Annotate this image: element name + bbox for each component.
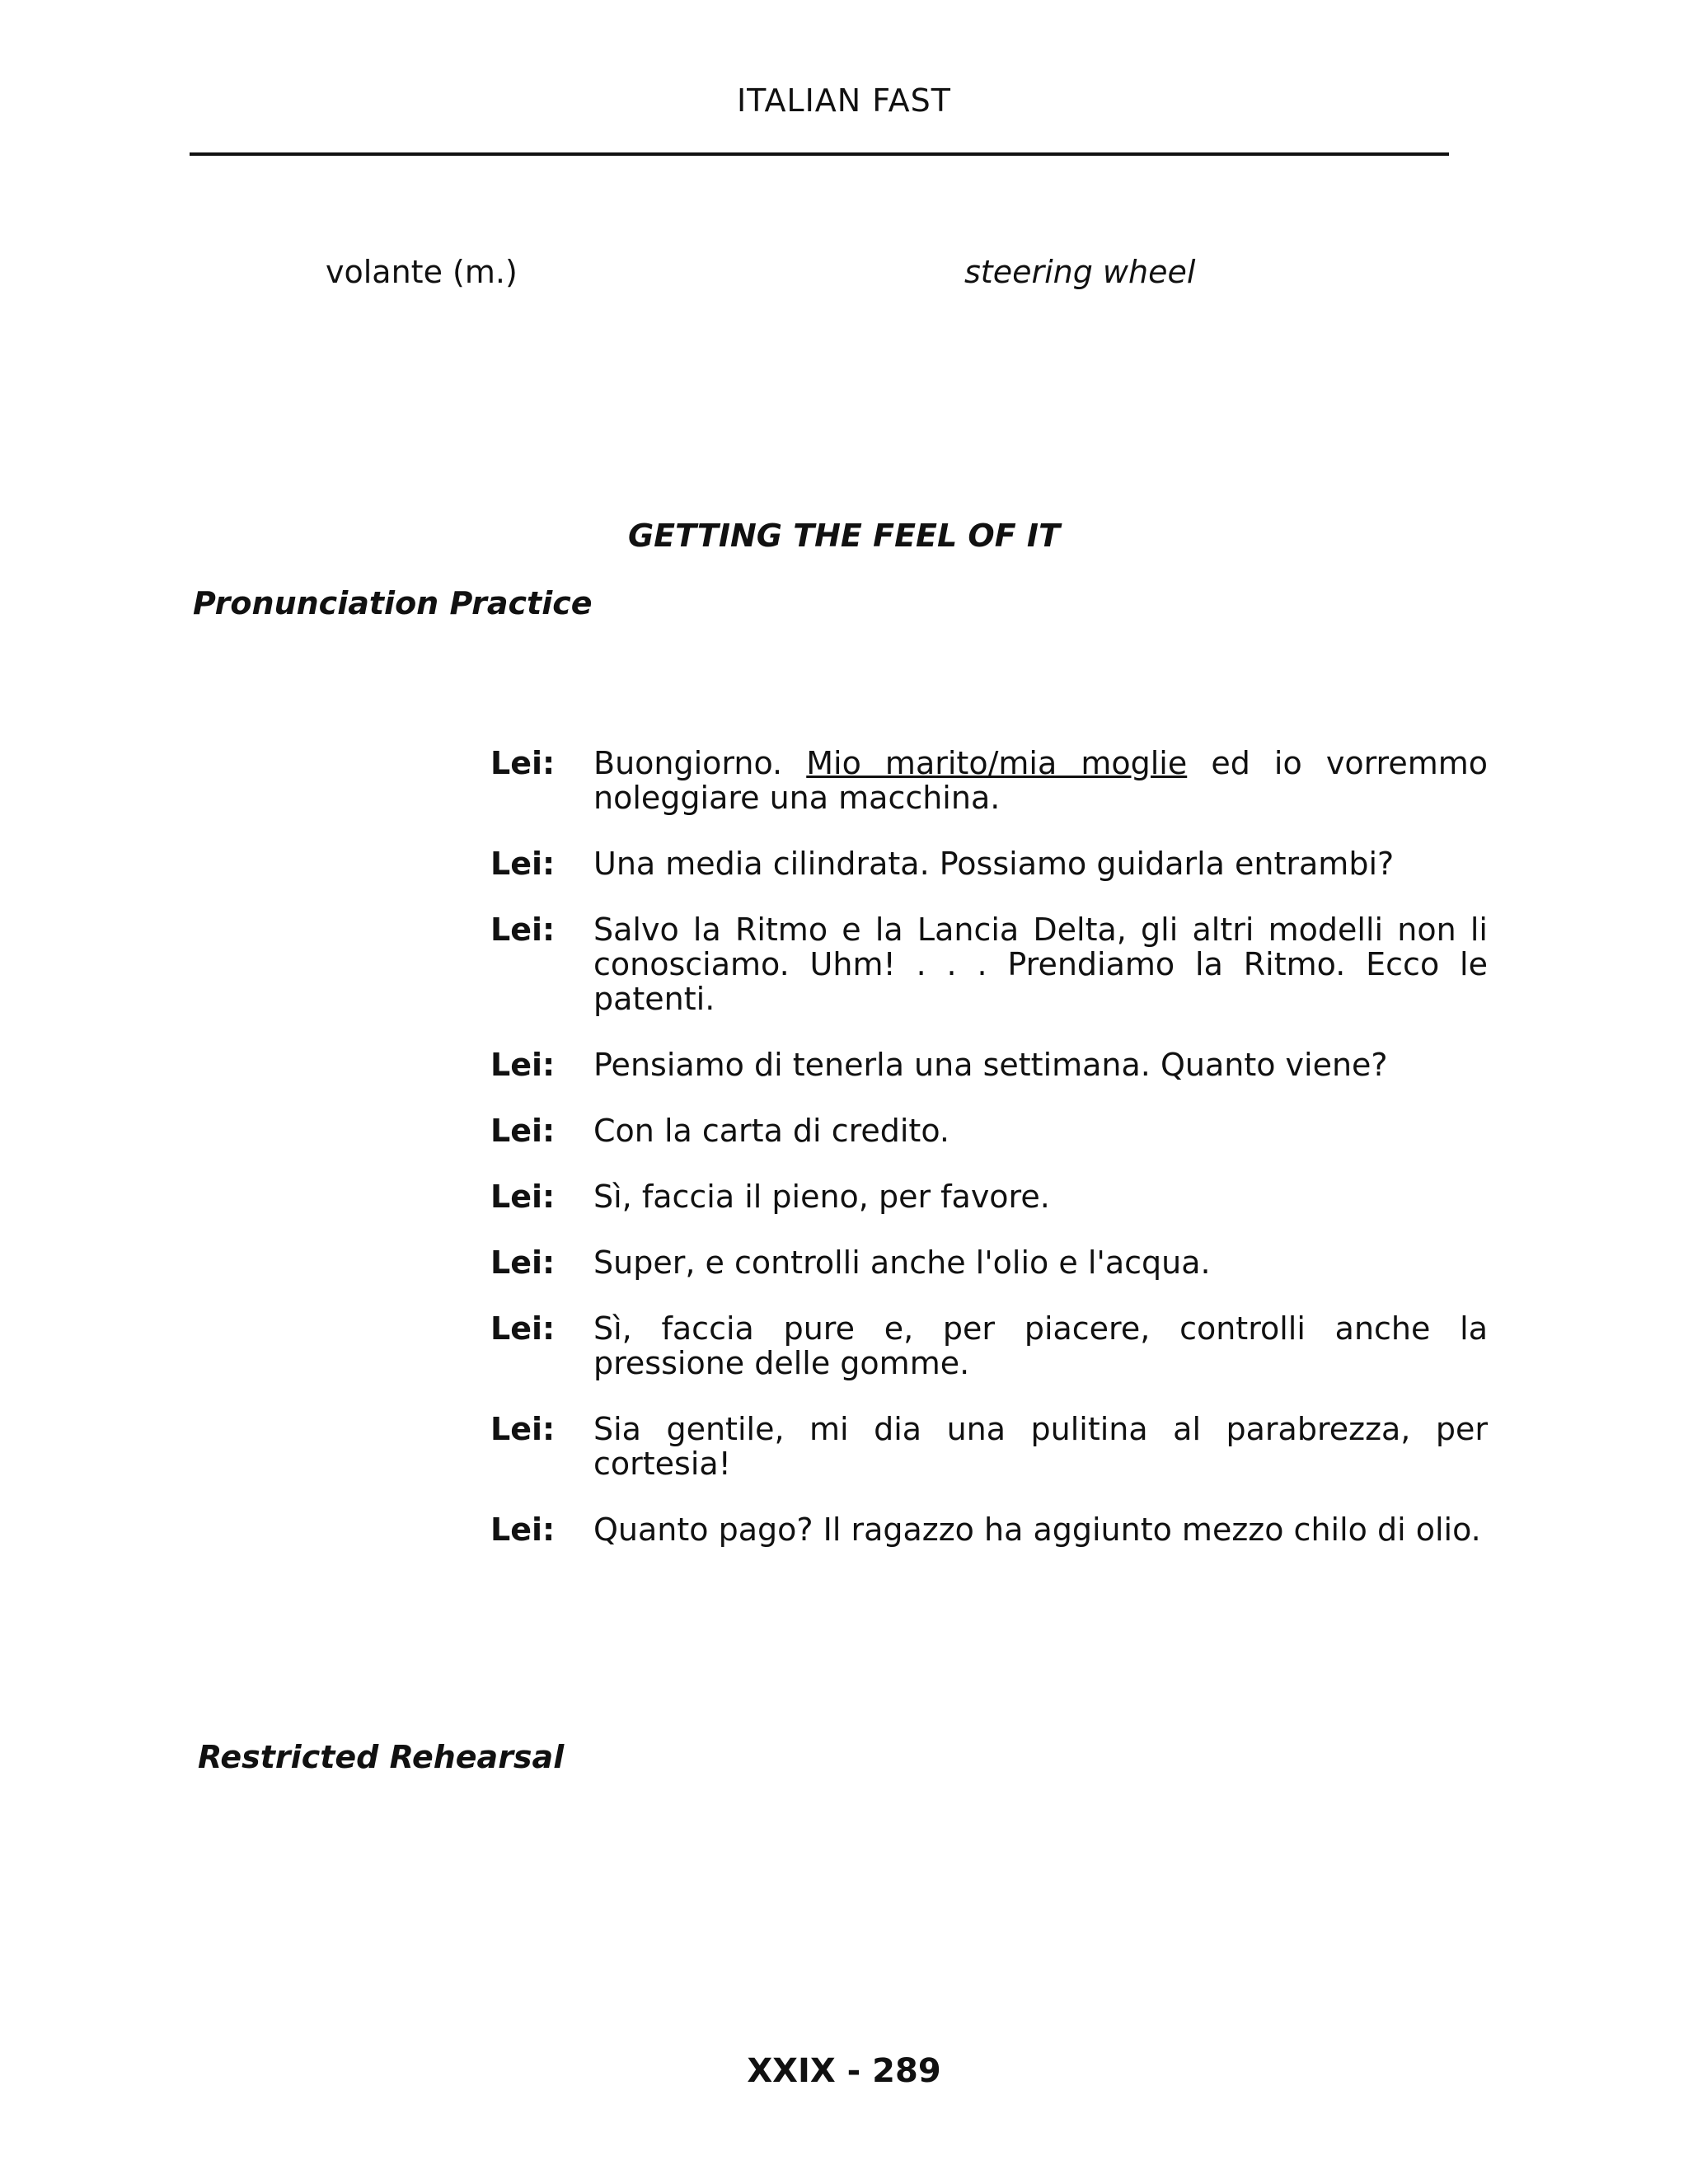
speech-text: Quanto pago? Il ragazzo ha aggiunto mezzo chilo di olio. — [593, 1511, 1481, 1548]
dialogue-line — [490, 1311, 1488, 1380]
speech-text: Sia gentile, mi dia una pulitina al parabrezza, per cortesia! — [593, 1411, 1488, 1482]
pronunciation-practice-heading: Pronunciation Practice — [193, 585, 593, 621]
speech-text — [593, 746, 1488, 815]
speaker-label: Lei: — [490, 745, 556, 781]
vocab-term: volante (m.) — [326, 254, 518, 290]
dialogue-line — [490, 846, 1488, 881]
vocab-gloss: steering wheel — [964, 254, 1196, 290]
restricted-rehearsal-heading: Restricted Rehearsal — [198, 1739, 565, 1775]
speech-lead: Buongiorno. — [593, 745, 807, 781]
speaker-label: Lei: — [490, 1511, 556, 1548]
dialogue-line — [490, 1512, 1488, 1547]
page-number: XXIX - 289 — [747, 2052, 941, 2090]
dialogue-line — [490, 1412, 1488, 1481]
speech-text: Salvo la Ritmo e la Lancia Delta, gli altri modelli non li conosciamo. Uhm! . . . Prendiamo la Ritmo. Ecco le patenti. — [593, 912, 1488, 1017]
speech-text: Sì, faccia pure e, per piacere, controlli anche la pressione delle gomme. — [593, 1310, 1488, 1381]
speech-text: Con la carta di credito. — [593, 1113, 950, 1149]
speaker-label: Lei: — [490, 1179, 556, 1215]
header-rule — [190, 152, 1449, 156]
speaker-label: Lei: — [490, 1244, 556, 1281]
speech-text: Super, e controlli anche l'olio e l'acqua. — [593, 1244, 1211, 1281]
speaker-label: Lei: — [490, 912, 556, 948]
speaker-label: Lei: — [490, 1047, 556, 1083]
dialogue — [490, 746, 1488, 1578]
section-title: GETTING THE FEEL OF IT — [627, 518, 1060, 554]
speaker-label: Lei: — [490, 846, 556, 882]
speech-text: Una media cilindrata. Possiamo guidarla entrambi? — [593, 846, 1395, 882]
speaker-label: Lei: — [490, 1411, 556, 1447]
dialogue-line — [490, 912, 1488, 1016]
speech-rest: ed io vorremmo noleggiare una macchina. — [593, 745, 1488, 816]
dialogue-line — [490, 1047, 1488, 1082]
speaker-label: Lei: — [490, 1113, 556, 1149]
dialogue-line — [490, 1245, 1488, 1280]
speech-text: Sì, faccia il pieno, per favore. — [593, 1179, 1050, 1215]
speaker-label: Lei: — [490, 1310, 556, 1347]
dialogue-line — [490, 1113, 1488, 1148]
speech-text: Pensiamo di tenerla una settimana. Quanto viene? — [593, 1047, 1388, 1083]
running-head: ITALIAN FAST — [736, 82, 952, 119]
dialogue-line — [490, 1179, 1488, 1214]
dialogue-line — [490, 746, 1488, 815]
underlined-substitution: Mio marito/mia moglie — [806, 745, 1188, 781]
